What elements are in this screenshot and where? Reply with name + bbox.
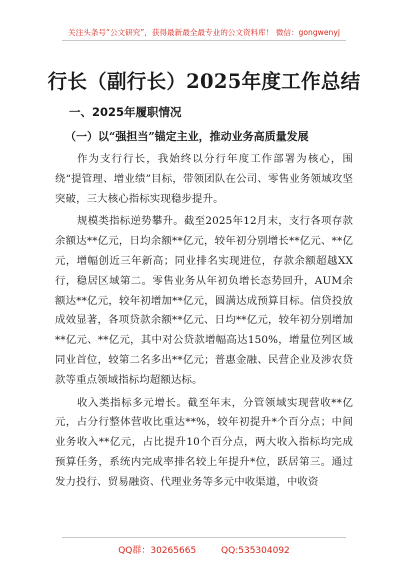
footer-qq: QQ:535304092 bbox=[221, 546, 290, 556]
footer-qq-group: QQ群：30265665 bbox=[118, 546, 197, 556]
header-divider bbox=[62, 40, 346, 41]
header-promo-note: 关注头条号“公文研究”，获得最新最全最专业的公文资料库！ 微信：gongwenyj bbox=[68, 28, 340, 37]
subsection-heading: （一）以“强担当”锚定主业，推动业务高质量发展 bbox=[65, 130, 309, 143]
document-title: 行长（副行长）2025年度工作总结 bbox=[47, 70, 361, 93]
footer-divider bbox=[62, 537, 346, 538]
document-body bbox=[55, 104, 353, 496]
body-paragraph: 规模类指标逆势攀升。截至2025年12月末，支行各项存款余额达**亿元，日均余额**亿元，较年初分别增长**亿元、**亿元，增幅创近三年新高；同业排名实现进位，存款余额超越XX行，稳居区域第二。零售业务从年初负增长态势回升，AUM余额达**亿元，较年初增加**亿元，圆满达成预算目标。信贷投放成效显著，各项贷款余额**亿元、日均**亿元，较年初分别增加**亿元、**亿元，其中对公贷款增幅高达150%，增量位列区域同业首位，较第二名多出**亿元；普惠金融、民营企业及涉农贷款等重点领域指标均超额达标。 bbox=[55, 215, 353, 386]
section-heading: 一、2025年履职情况 bbox=[69, 105, 182, 119]
body-paragraph: 收入类指标多元增长。截至年末，分管领域实现营收**亿元，占分行整体营收比重达**%，较年初提升*个百分点；中间业务收入**亿元，占比提升10个百分点，两大收入指标均完成预算任务，系统内完成率排名较上年提升*位，跃居第三。通过发力投行、贸易融资、代理业务等多元中收渠道，中收资 bbox=[55, 396, 353, 488]
footer-contact bbox=[0, 543, 408, 556]
body-paragraph: 作为支行行长，我始终以分行年度工作部署为核心，围绕“提管理、增业绩”目标，带领团队在公司、零售业务领域攻坚突破，三大核心指标实现稳步提升。 bbox=[55, 153, 353, 205]
